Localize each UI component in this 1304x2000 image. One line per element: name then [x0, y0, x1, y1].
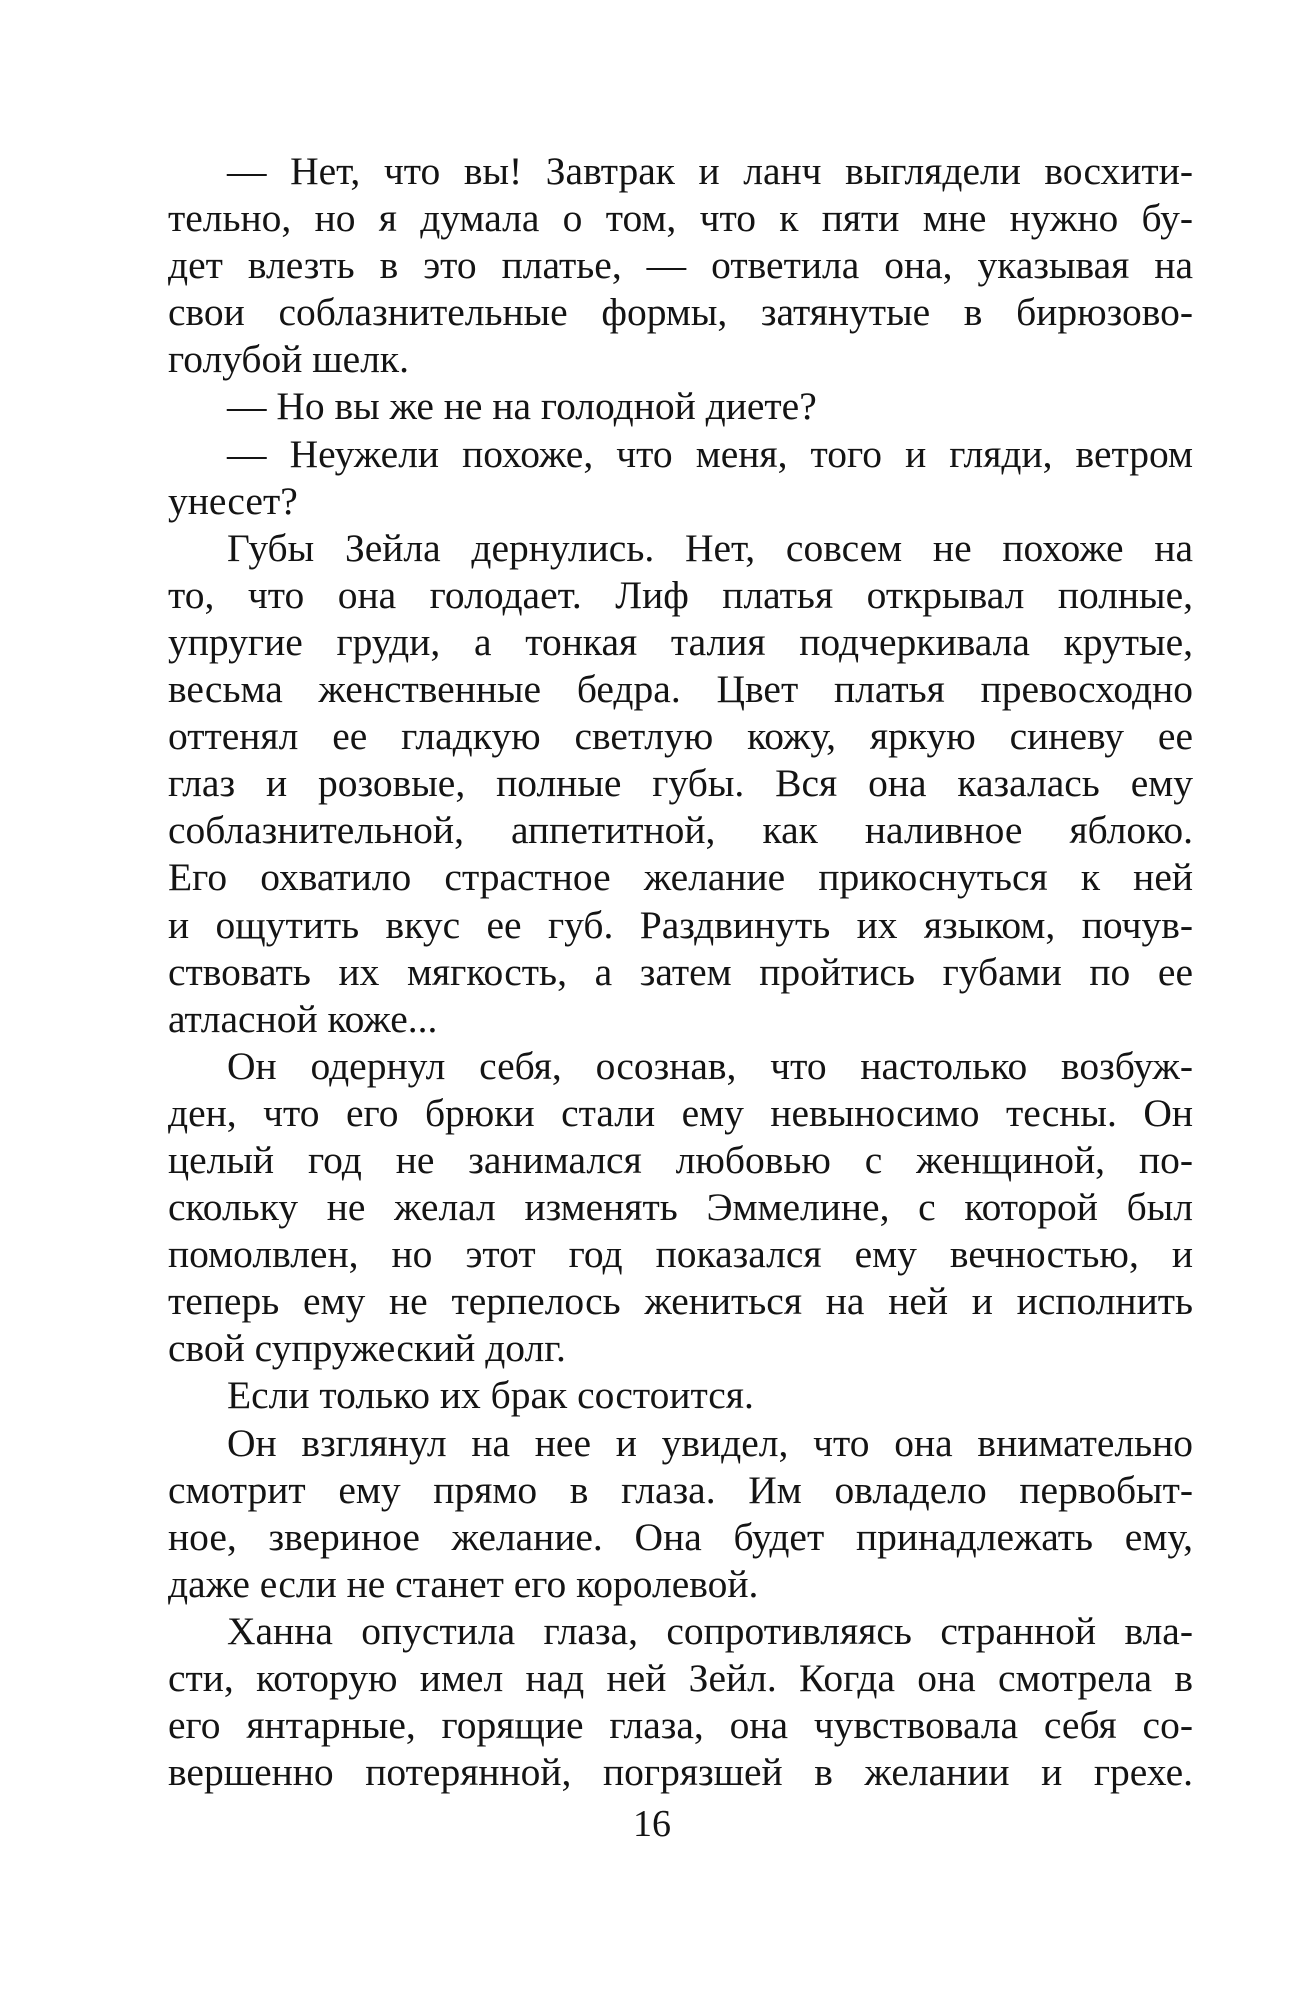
- text-line: весьма женственные бедра. Цвет платья превосходно: [168, 667, 1193, 712]
- text-line: — Но вы же не на голодной диете?: [227, 384, 817, 429]
- text-line: то, что она голодает. Лиф платья открывал полные,: [168, 572, 1193, 617]
- text-line: дет влезть в это платье, — ответила она, указывая на: [168, 243, 1193, 288]
- text-line: Ханна опустила глаза, сопротивляясь странной вла-: [227, 1608, 1193, 1653]
- text-line: ное, звериное желание. Она будет принадлежать ему,: [168, 1514, 1193, 1559]
- text-line: атласной коже...: [168, 996, 438, 1041]
- text-line: сти, которую имел над ней Зейл. Когда она смотрела в: [168, 1656, 1193, 1700]
- text-line: оттенял ее гладкую светлую кожу, яркую синеву ее: [168, 714, 1193, 759]
- text-line: Он взглянул на нее и увидел, что она внимательно: [227, 1420, 1193, 1465]
- text-line: Губы Зейла дернулись. Нет, совсем не похоже на: [227, 525, 1193, 570]
- text-line: Он одернул себя, осознав, что настолько возбуж-: [227, 1043, 1193, 1088]
- text-line: — Неужели похоже, что меня, того и гляди, ветром: [227, 431, 1193, 476]
- text-line: Если только их брак состоится.: [227, 1373, 754, 1418]
- text-line: целый год не занимался любовью с женщиной, по-: [168, 1137, 1193, 1182]
- text-line: вершенно потерянной, погрязшей в желании и грехе.: [168, 1750, 1193, 1795]
- page-number: 16: [633, 1803, 671, 1845]
- text-line: его янтарные, горящие глаза, она чувствовала себя со-: [168, 1703, 1193, 1748]
- text-line: тельно, но я думала о том, что к пяти мне нужно бу-: [168, 196, 1193, 241]
- text-line: глаз и розовые, полные губы. Вся она казалась ему: [168, 761, 1193, 806]
- text-line: унесет?: [168, 478, 298, 523]
- text-line: голубой шелк.: [168, 337, 409, 382]
- text-line: соблазнительной, аппетитной, как наливное яблоко.: [168, 808, 1193, 853]
- body-text: [168, 148, 1193, 1796]
- text-line: теперь ему не терпелось жениться на ней и исполнить: [168, 1279, 1193, 1324]
- text-line: смотрит ему прямо в глаза. Им овладело первобыт-: [168, 1467, 1193, 1512]
- text-line: помолвлен, но этот год показался ему вечностью, и: [168, 1232, 1193, 1277]
- text-line: ствовать их мягкость, а затем пройтись губами по ее: [168, 949, 1193, 994]
- text-line: упругие груди, а тонкая талия подчеркивала крутые,: [168, 619, 1193, 664]
- text-line: — Нет, что вы! Завтрак и ланч выглядели восхити-: [227, 149, 1193, 193]
- text-line: ден, что его брюки стали ему невыносимо тесны. Он: [168, 1090, 1193, 1135]
- text-line: Его охватило страстное желание прикоснуться к ней: [168, 855, 1193, 900]
- text-line: скольку не желал изменять Эммелине, с которой был: [168, 1185, 1193, 1230]
- text-line: свои соблазнительные формы, затянутые в бирюзово-: [168, 290, 1193, 335]
- text-line: и ощутить вкус ее губ. Раздвинуть их языком, почув-: [168, 902, 1193, 947]
- text-line: свой супружеский долг.: [168, 1326, 566, 1371]
- text-line: даже если не станет его королевой.: [168, 1561, 759, 1606]
